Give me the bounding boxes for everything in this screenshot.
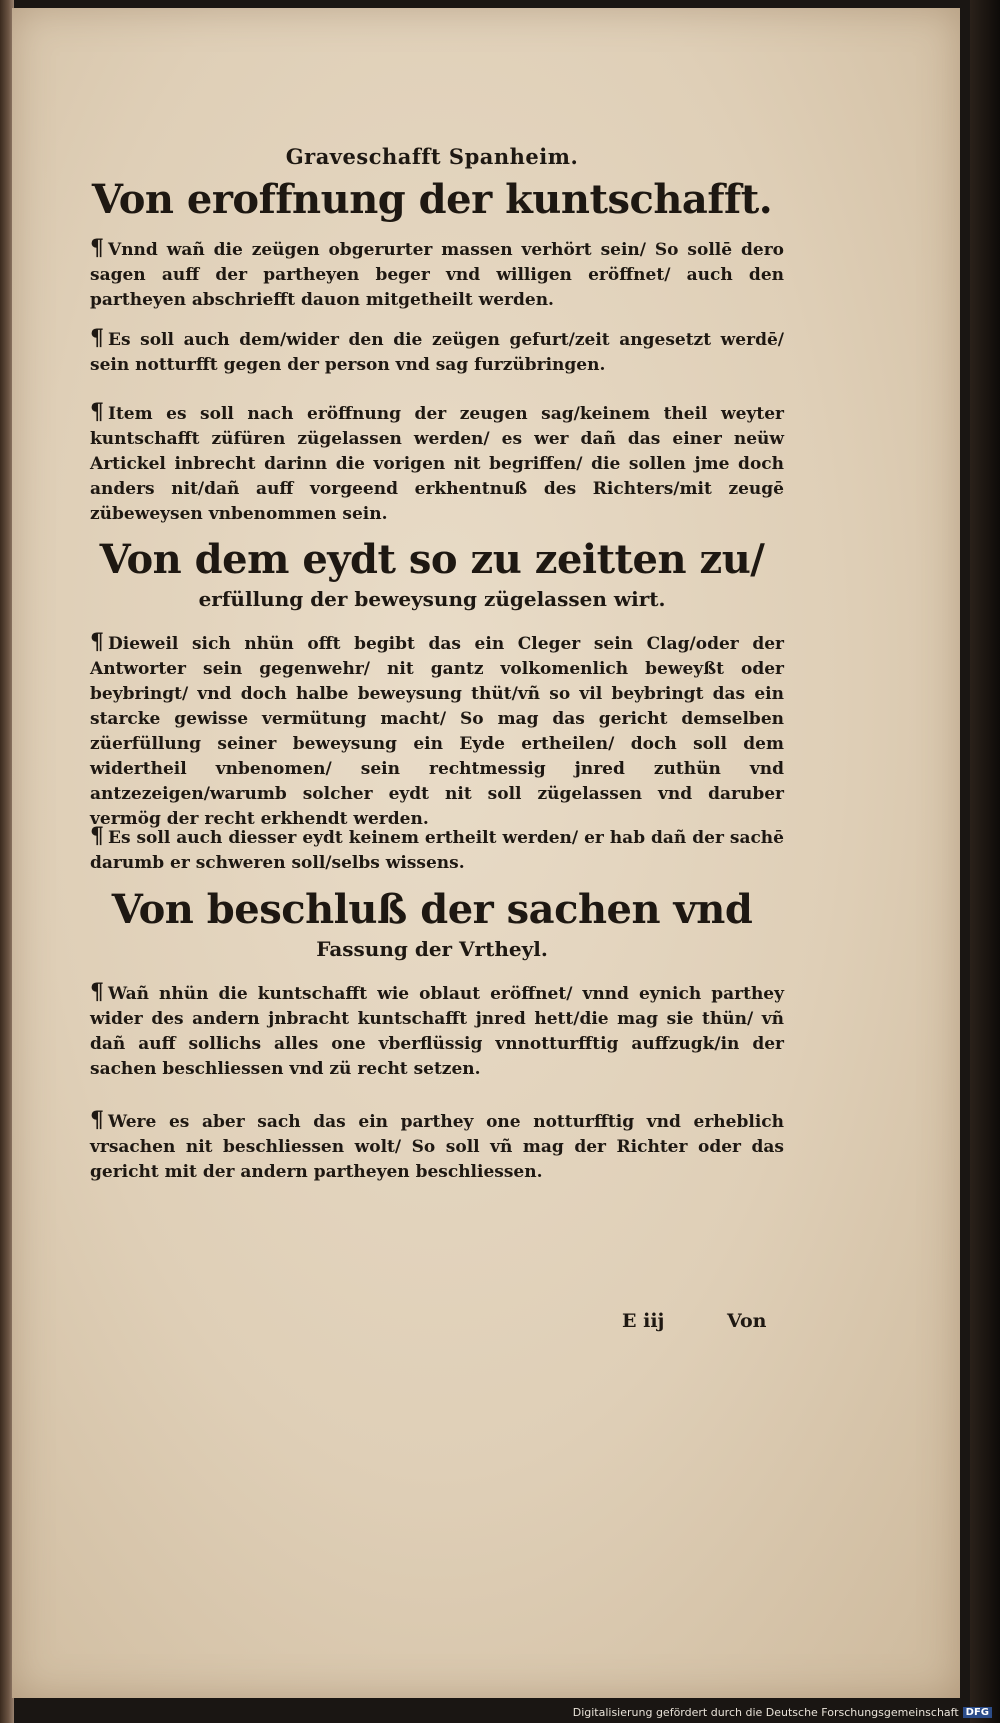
running-head: Graveschafft Spanheim. (285, 144, 579, 169)
digitization-text: Digitalisierung gefördert durch die Deutsche Forschungsgemeinschaft (572, 1706, 959, 1719)
dfg-logo-icon: DFG (963, 1707, 992, 1718)
catchword: Von (727, 1310, 767, 1332)
section-heading-1: Von eroffnung der kuntschafft. (91, 176, 773, 223)
pilcrow-icon: ¶ (90, 629, 104, 655)
pilcrow-icon: ¶ (90, 1107, 104, 1133)
section-heading-3: Von beschluß der sachen vnd (111, 886, 753, 933)
digitization-credit (573, 1706, 992, 1719)
book-page (12, 8, 960, 1698)
section-subheading-2: erfüllung der beweysung zügelassen wirt. (198, 587, 666, 611)
paragraph-1-2: ¶ Es soll auch dem/wider den die zeügen gefurt/zeit angesetzt werdē/ sein notturfft gegen der person vnd sag furzübringen. (90, 325, 784, 375)
section-heading-2: Von dem eydt so zu zeitten zu/ (99, 536, 765, 583)
paragraph-3-1: ¶ Wañ nhün die kuntschafft wie oblaut eröffnet/ vnnd eynich parthey wider des andern jnbracht kuntschafft jnred hett/die mag sie thün/ vñ dañ auff sollichs alles one vberflüssig vnnotturfftig auffzugk/in der sachen beschliessen vnd zü recht setzen. (90, 979, 784, 1079)
paragraph-3-2: ¶ Were es aber sach das ein parthey one notturfftig vnd erheblich vrsachen nit beschliessen wolt/ So soll vñ mag der Richter oder das gericht mit der andern partheyen beschliessen. (90, 1107, 784, 1182)
pilcrow-icon: ¶ (90, 399, 104, 425)
paragraph-2-1: ¶ Dieweil sich nhün offt begibt das ein Cleger sein Clag/oder der Antworter sein gegenwehr/ nit gantz volkomenlich beweyßt oder beybringt/ vnd doch halbe beweysung thüt/vñ so vil beybringt das ein starcke gewisse vermütung macht/ So mag das gericht demselben züerfüllung seiner beweysung ein Eyde ertheilen/ doch soll dem widertheil vnbenomen/ sein rechtmessig jnred zuthün vnd antzezeigen/warumb solcher eydt nit soll zügelassen vnd daruber vermög der recht erkhendt werden. (90, 629, 784, 829)
section-subheading-3: Fassung der Vrtheyl. (316, 937, 548, 961)
scan-background (970, 0, 1000, 1723)
paragraph-2-2: ¶ Es soll auch diesser eydt keinem ertheilt werden/ er hab dañ der sachē darumb er schweren soll/selbs wissens. (90, 823, 784, 873)
paragraph-1-3: ¶ Item es soll nach eröffnung der zeugen sag/keinem theil weyter kuntschafft züfüren zügelassen werden/ es wer dañ das einer neüw Artickel inbrecht darinn die vorigen nit begriffen/ die sollen jme doch anders nit/dañ auff vorgeend erkhentnuß des Richters/mit zeugē zübeweysen vnbenommen sein. (90, 399, 784, 524)
pilcrow-icon: ¶ (90, 823, 104, 849)
pilcrow-icon: ¶ (90, 979, 104, 1005)
paragraph-1-1: ¶ Vnnd wañ die zeügen obgerurter massen verhört sein/ So sollē dero sagen auff der partheyen beger vnd willigen eröffnet/ auch den partheyen abschriefft dauon mitgetheilt werden. (90, 235, 784, 310)
signature-mark: E iij (622, 1310, 665, 1332)
pilcrow-icon: ¶ (90, 235, 104, 261)
pilcrow-icon: ¶ (90, 325, 104, 351)
